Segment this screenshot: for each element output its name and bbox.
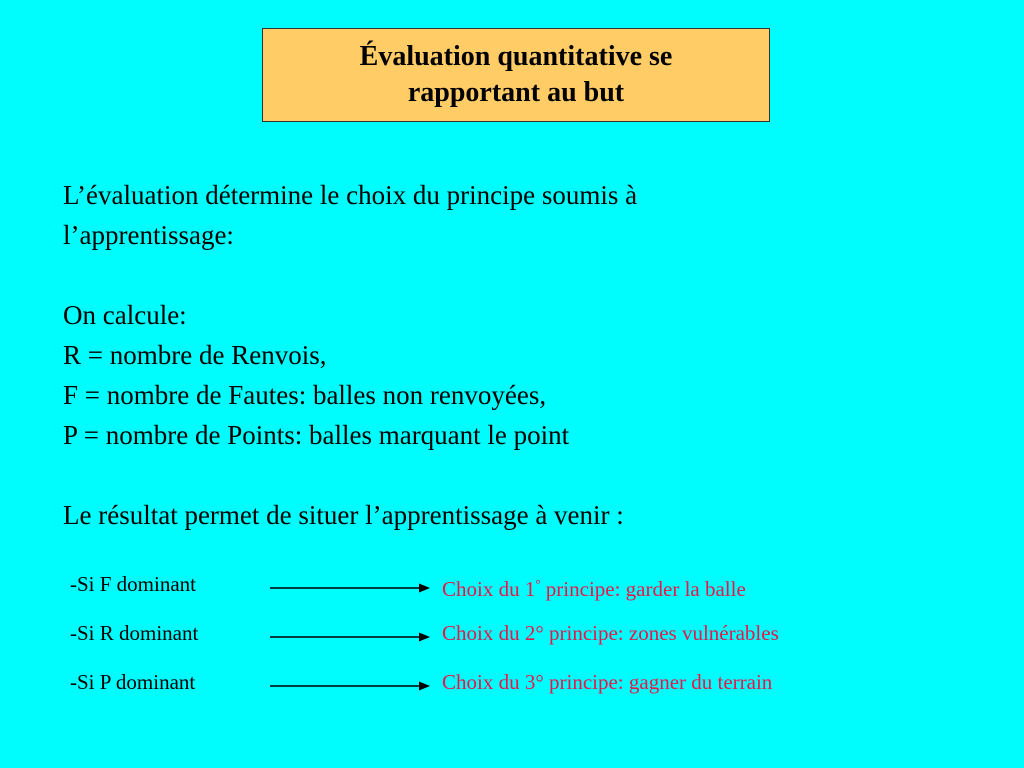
intro-line-2: l’apprentissage: — [63, 220, 234, 250]
rule-result: Choix du 2° principe: zones vulnérables — [442, 621, 779, 645]
rule-condition: -Si R dominant — [70, 621, 199, 645]
right-arrow-icon — [270, 630, 430, 644]
body-text — [63, 175, 637, 535]
title-box — [262, 28, 770, 122]
rule-condition: -Si P dominant — [70, 670, 196, 694]
spacer — [63, 255, 637, 295]
calc-heading: On calcule: — [63, 300, 187, 330]
rules-list — [70, 566, 970, 713]
intro-line-1: L’évaluation détermine le choix du principe soumis à — [63, 180, 638, 210]
rule-result: Choix du 1° principe: garder la balle — [442, 576, 746, 601]
rule-row-p — [70, 664, 970, 713]
right-arrow-icon — [270, 679, 430, 693]
right-arrow-icon — [270, 581, 430, 595]
calc-r: R = nombre de Renvois, — [63, 340, 327, 370]
result-intro: Le résultat permet de situer l’apprentissage à venir : — [63, 500, 624, 530]
rule-row-r — [70, 615, 970, 664]
calc-p: P = nombre de Points: balles marquant le point — [63, 420, 570, 450]
title-line-2: rapportant au but — [407, 77, 625, 108]
rule-row-f — [70, 566, 970, 615]
spacer — [63, 455, 637, 495]
rule-condition: -Si F dominant — [70, 572, 197, 596]
rule-result: Choix du 3° principe: gagner du terrain — [442, 670, 773, 694]
calc-f: F = nombre de Fautes: balles non renvoyées, — [63, 380, 547, 410]
title-line-1: Évaluation quantitative se — [359, 41, 673, 72]
